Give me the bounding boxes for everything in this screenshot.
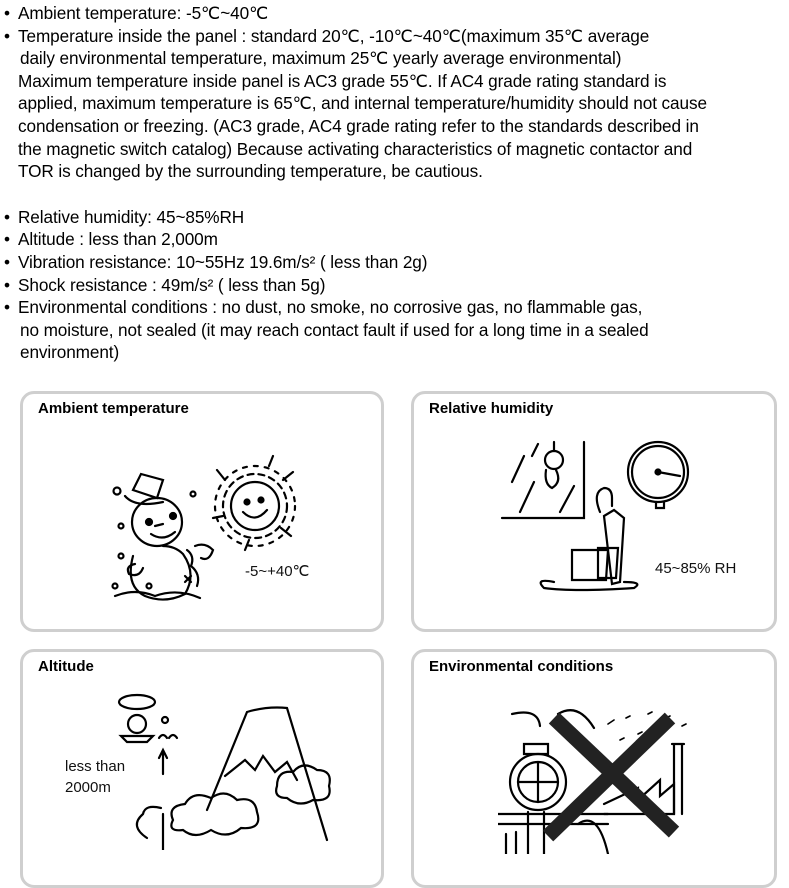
prohibited-x-icon [548,718,674,836]
panel-title: Relative humidity [429,400,554,417]
bullet-icon: • [4,274,10,295]
altitude-panel [20,649,384,888]
spec-list [4,2,784,364]
snowman-icon [113,474,214,600]
panel-title: Altitude [38,658,94,675]
bullet-icon: • [4,229,10,250]
panel-title: Environmental conditions [429,658,614,675]
snowman-sun-illustration [105,446,305,616]
altitude-label-line1: less than [65,758,126,775]
bullet-icon: • [4,25,10,46]
environment-illustration [498,704,708,854]
bullet-icon: • [4,206,10,227]
altitude-arrow-icon [159,750,167,850]
spec-item-environmental-conditions: • Environmental conditions : no dust, no smoke, no corrosive gas, no flammable gas, no moisture, not sealed (it may reach contact fault if used for a long time in a sealed environment) [4,297,649,363]
relative-humidity-range-label: 45~85% RH [655,560,737,577]
window-rain-icon [502,442,584,518]
ambient-temperature-range-label: -5~+40℃ [245,563,310,580]
spec-item-panel-temperature: • Temperature inside the panel : standard 20℃, -10℃~40℃(maximum 35℃ average daily environmental temperature, maximum 25℃ yearly average environmental) Maximum temperature inside panel is AC3 grade 55℃. If AC4 grade rating standard is applied, maximum temperature is 65℃, and internal temperature/humidity should not cause condensation or freezing. (AC3 grade, AC4 grade rating refer to the standards described in the magnetic switch catalog) Because activating characteristics of magnetic contactor and TOR is changed by the surrounding temperature, be cautious. [4,25,707,182]
environmental-conditions-panel [411,649,777,888]
spec-item-altitude: • Altitude : less than 2,000m [4,229,218,250]
bullet-icon: • [4,251,10,272]
sun-icon [213,456,295,550]
helicopter-icon [119,695,177,742]
spec-item-vibration-resistance: • Vibration resistance: 10~55Hz 19.6m/s² ( less than 2g) [4,251,428,272]
cloud-icon [137,765,330,838]
bullet-icon: • [4,297,10,318]
spec-item-shock-resistance: • Shock resistance : 49m/s² ( less than 5g) [4,274,326,295]
relative-humidity-panel [411,391,777,632]
hygrometer-gauge-icon [628,442,688,508]
spec-item-ambient-temperature: • Ambient temperature: -5℃~40℃ [4,3,269,23]
altitude-label-line2: 2000m [65,779,111,796]
spec-item-relative-humidity: • Relative humidity: 45~85%RH [4,206,245,227]
mountain-icon [207,708,327,841]
panel-title: Ambient temperature [38,400,189,417]
umbrella-icon [597,488,624,584]
mountain-illustration [107,690,337,850]
bullet-icon: • [4,3,10,23]
ambient-temperature-panel [20,391,384,632]
